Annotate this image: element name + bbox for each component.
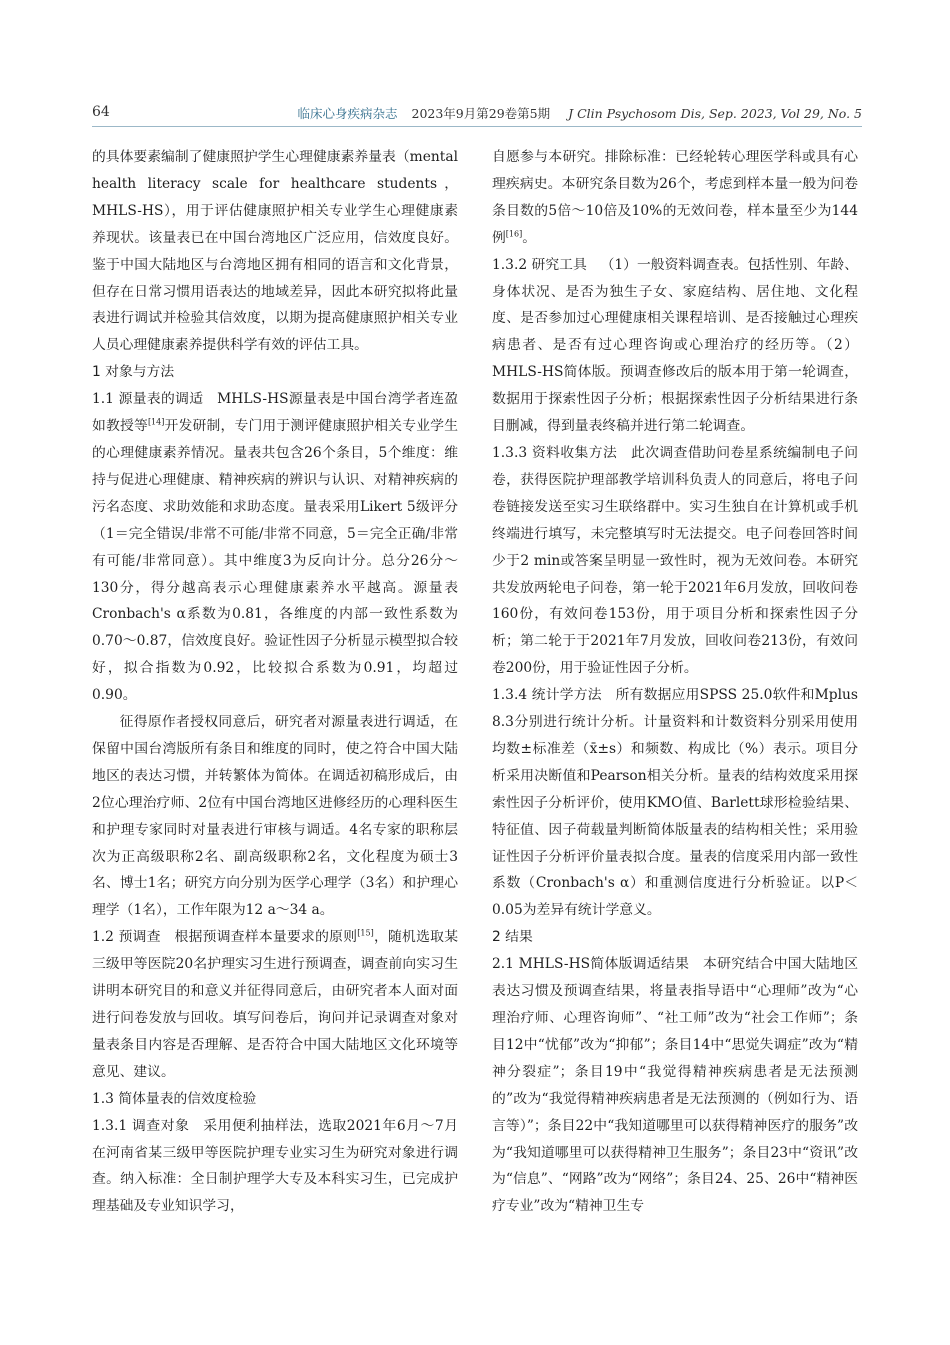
section-1-3-4-paragraph: 1.3.4 统计学方法 所有数据应用SPSS 25.0软件和Mplus 8.3分别进行统计分析。计量资料和计数资料分别采用使用均数±标准差（x̄±s）和频数、构成比（%）表示。项目分析采用决断值和Pearson相关分析。量表的结构效度采用探索性因子分析评价，使用KMO值、Barlett球形检验结果、特征值、因子荷载量判断简体版量表的结构相关性；采用验证性因子分析评价量表拟合度。量表的信度采用内部一致性系数（Cronbach's α）和重测信度进行分析验证。以P＜0.05为差异有统计学意义。: [492, 687, 858, 919]
section-1-3-2-paragraph: 1.3.2 研究工具 （1）一般资料调查表。包括性别、年龄、身体状况、是否为独生子女、家庭结构、居住地、文化程度、是否参加过心理健康相关课程培训、是否接触过心理疾病患者、是否有过心理咨询或心理治疗的经历等。（2）MHLS-HS简体版。预调查修改后的版本用于第一轮调查，数据用于探索性因子分析；根据探索性因子分析结果进行条目删减，得到量表终稿并进行第二轮调查。: [492, 256, 858, 435]
issue-info: 2023年9月第29卷第5期: [411, 106, 551, 121]
adaptation-paragraph: 征得原作者授权同意后，研究者对源量表进行调适，在保留中国台湾版所有条目和维度的同时，使之符合中国大陆地区的表达习惯，并转繁体为简体。在调适初稿形成后，由2位心理治疗师、2位有中国台湾地区进修经历的心理科医生和护理专家同时对量表进行审核与调适。4名专家的职称层次为正高级职称2名、副高级职称2名，文化程度为硕士3名、博士1名；研究方向分别为医学心理学（3名）和护理心理学（1名），工作年限为12 a～34 a。: [92, 714, 458, 919]
section-2-1-paragraph: 2.1 MHLS-HS简体版调适结果 本研究结合中国大陆地区表达习惯及预调查结果，将量表指导语中“心理师”改为“心理治疗师、心理咨询师”、“社工师”改为“社会工作师”；条目12中“忧郁”改为“抑郁”；条目14中“思觉失调症”改为“精神分裂症”；条目19中“我觉得精神疾病患者是无法预测的”改为“我觉得精神疾病患者是无法预测的（例如行为、语言等）”；条目22中“我知道哪里可以获得精神医疗的服务”改为“我知道哪里可以获得精神卫生服务”；条目23中“资讯”改为“信息”、“网路”改为“网络”；条目24、25、26中“精神医疗专业”改为“精神卫生专: [492, 956, 858, 1215]
right-column: [492, 144, 858, 1220]
continued-paragraph: 自愿参与本研究。排除标准：已经轮转心理医学科或具有心理疾病史。本研究条目数为26个，考虑到样本量一般为问卷条目数的5倍～10倍及10%的无效问卷，样本量至少为144例[16]。: [492, 149, 858, 246]
journal-name: 临床心身疾病杂志: [297, 106, 398, 121]
section-1-3-3-title: 1.3.3 资料收集方法: [492, 444, 618, 461]
section-2-heading: 2 结果: [492, 929, 533, 946]
section-1-2-paragraph: 1.2 预调查 根据预调查样本量要求的原则[15]，随机选取某三级甲等医院20名护理实习生进行预调查，调查前向实习生讲明本研究目的和意义并征得同意后，由研究者本人面对面进行问卷发放与回收。填写问卷后，询问并记录调查对象对量表条目内容是否理解、是否符合中国大陆地区文化环境等意见、建议。: [92, 928, 459, 1080]
section-1-3-1-paragraph: 1.3.1 调查对象 采用便利抽样法，选取2021年6月～7月在河南省某三级甲等医院护理专业实习生为研究对象进行调查。纳入标准：全日制护理学大专及本科实习生，已完成护理基础及专业知识学习，: [92, 1117, 458, 1215]
section-1-3-heading: 1.3 简体量表的信效度检验: [92, 1090, 257, 1107]
journal-citation: [298, 104, 863, 122]
page-number: 64: [92, 104, 110, 120]
citation-14: [14]: [147, 417, 165, 427]
left-column: [92, 144, 458, 1220]
section-1-3-2-title: 1.3.2 研究工具: [492, 256, 587, 273]
citation-15: [15]: [357, 928, 374, 938]
section-1-2-title: 1.2 预调查: [92, 929, 161, 946]
citation-16: [16]: [505, 229, 523, 239]
running-header: [92, 104, 862, 124]
section-2-1-title: 2.1 MHLS-HS简体版调适结果: [492, 956, 690, 973]
section-1-1-title: 1.1 源量表的调适: [92, 391, 204, 408]
intro-paragraph: 的具体要素编制了健康照护学生心理健康素养量表（mental health literacy scale for healthcare students，MHLS-HS），用于评估健康照护相关专业学生心理健康素养现状。该量表已在中国台湾地区广泛应用，信效度良好。鉴于中国大陆地区与台湾地区拥有相同的语言和文化背景，但存在日常习惯用语表达的地域差异，因此本研究拟将此量表进行调试并检验其信效度，以期为提高健康照护相关专业人员心理健康素养提供科学有效的评估工具。: [92, 149, 458, 354]
section-1-3-3-paragraph: 1.3.3 资料收集方法 此次调查借助问卷星系统编制电子问卷，获得医院护理部教学培训科负责人的同意后，将电子问卷链接发送至实习生联络群中。实习生独自在计算机或手机终端进行填写，未完整填写时无法提交。电子问卷回答时间少于2 min或答案呈明显一致性时，视为无效问卷。本研究共发放两轮电子问卷，第一轮于2021年6月发放，回收问卷160份，有效问卷153份，用于项目分析和探索性因子分析；第二轮于于2021年7月发放，回收问卷213份，有效问卷200份，用于验证性因子分析。: [492, 444, 859, 677]
section-1-heading: 1 对象与方法: [92, 364, 175, 381]
section-1-1-paragraph: 1.1 源量表的调适 MHLS-HS源量表是中国台湾学者连盈如教授等[14]开发研制，专门用于测评健康照护相关专业学生的心理健康素养情况。量表共包含26个条目，5个维度：维持与促进心理健康、精神疾病的辨识与认识、对精神疾病的污名态度、求助效能和求助态度。量表采用Likert 5级评分（1＝完全错误/非常不可能/非常不同意，5＝完全正确/非常有可能/非常同意）。其中维度3为反向计分。总分26分～130分，得分越高表示心理健康素养水平越高。源量表Cronbach's α系数为0.81，各维度的内部一致性系数为0.70～0.87，信效度良好。验证性因子分析显示模型拟合较好，拟合指数为0.92，比较拟合系数为0.91，均超过0.90。: [92, 391, 459, 704]
section-1-3-4-title: 1.3.4 统计学方法: [492, 687, 602, 704]
section-1-3-1-title: 1.3.1 调查对象: [92, 1117, 190, 1134]
header-rule: [92, 126, 862, 127]
journal-abbrev: J Clin Psychosom Dis, Sep. 2023, Vol 29, No. 5: [568, 106, 862, 121]
